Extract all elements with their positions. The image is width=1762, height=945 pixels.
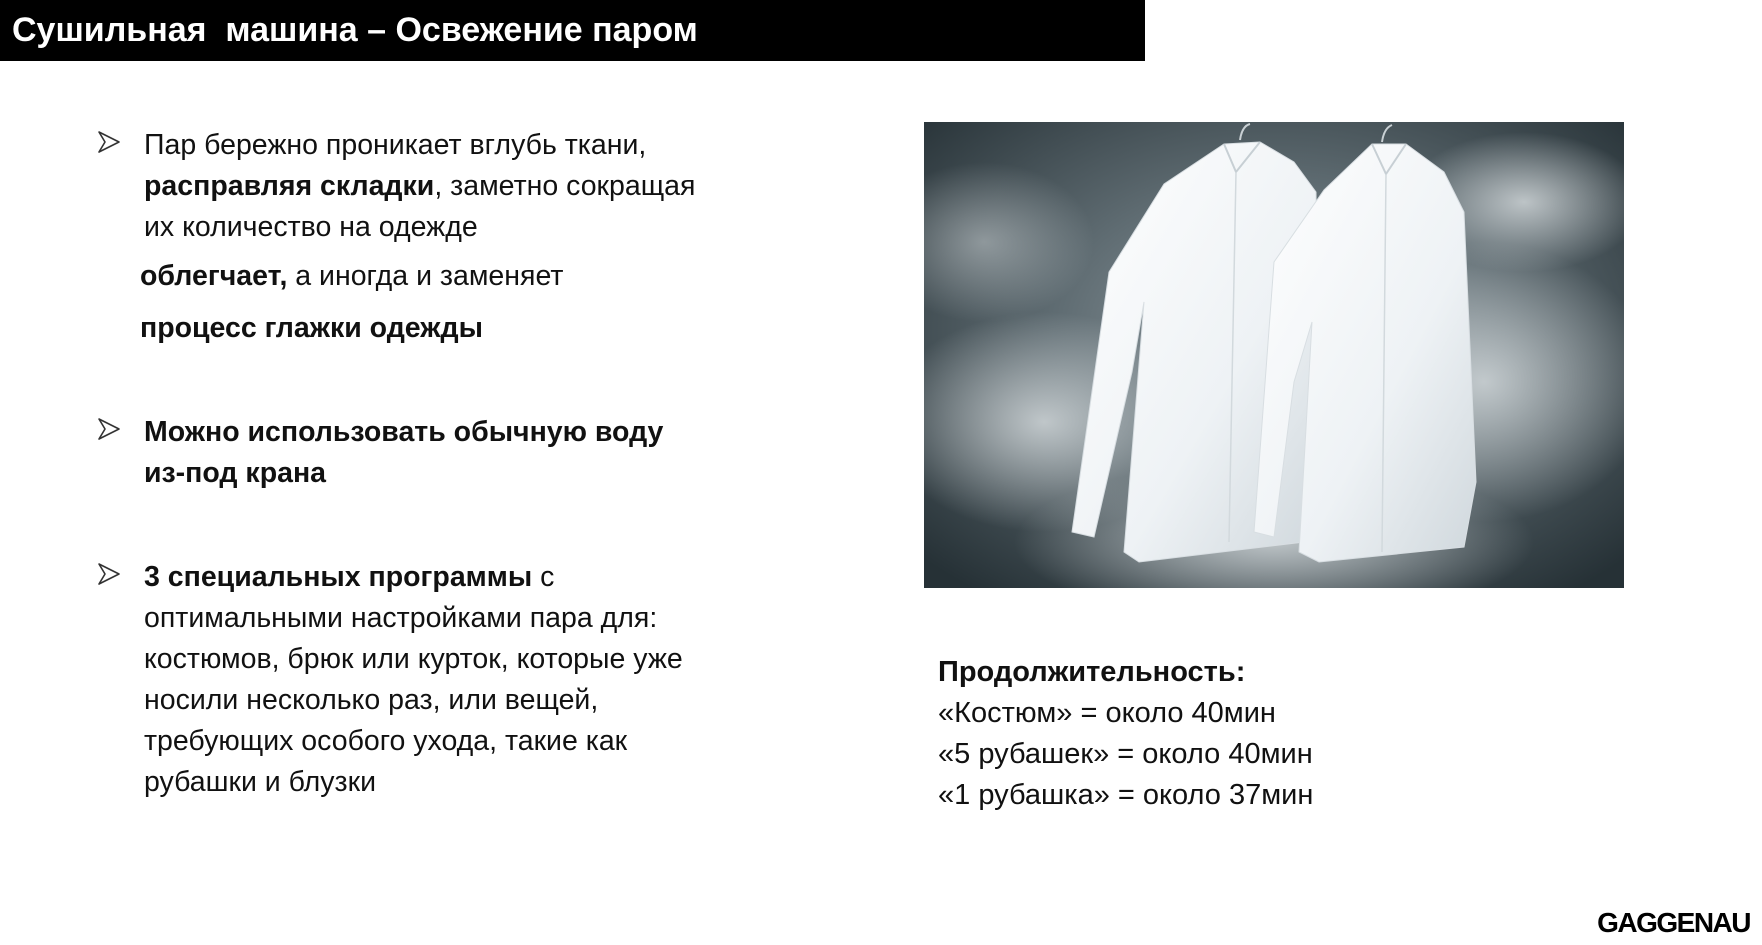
bullet-line: их количество на одежде (144, 211, 478, 243)
arrow-bullet-icon (96, 129, 122, 155)
bullet-line (144, 557, 776, 598)
bullet-line: из-под крана (144, 457, 327, 489)
duration-heading: Продолжительность: (938, 656, 1246, 688)
page-title: Сушильная машина – Освежение паром (0, 0, 1145, 61)
bullet-tap-water (96, 412, 776, 494)
bullet-line (144, 166, 776, 207)
duration-block (938, 652, 1313, 816)
bullet-line: требующих особого ухода, такие как (144, 725, 628, 757)
arrow-bullet-icon (96, 416, 122, 442)
bullet-text (144, 412, 776, 494)
duration-item-5-shirts: «5 рубашек» = около 40мин (938, 738, 1313, 770)
text-fragment: , заметно сокращая (434, 170, 696, 202)
bullet-line: рубашки и блузки (144, 766, 377, 798)
arrow-bullet-icon (96, 561, 122, 587)
duration-item-suit: «Костюм» = около 40мин (938, 697, 1276, 729)
text-fragment: с (532, 561, 555, 593)
steamed-shirts-photo (924, 122, 1624, 588)
shirts-illustration (924, 122, 1624, 588)
bold-phrase: расправляя складки (144, 170, 435, 202)
bullet-line: Можно использовать обычную воду (144, 416, 664, 448)
bullet-special-programs (96, 557, 776, 803)
bold-phrase: облегчает, (140, 260, 288, 292)
bullet-text (144, 125, 776, 248)
bullet-line: носили несколько раз, или вещей, (144, 684, 599, 716)
gaggenau-logo: GAGGENAU (1597, 907, 1750, 938)
bullet-line: оптимальными настройками пара для: (144, 602, 658, 634)
bullet-text (144, 557, 776, 803)
bold-phrase: 3 специальных программы (144, 561, 533, 593)
text-fragment: а иногда и заменяет (287, 260, 564, 292)
bullet-line: костюмов, брюк или курток, которые уже (144, 643, 683, 675)
duration-item-1-shirt: «1 рубашка» = около 37мин (938, 779, 1314, 811)
bullet-line: Пар бережно проникает вглубь ткани, (144, 129, 647, 161)
sub-line-ironing-process: процесс глажки одежды (140, 312, 483, 344)
bullet-steam-penetration (96, 125, 776, 248)
sub-line-ironing (140, 256, 563, 297)
